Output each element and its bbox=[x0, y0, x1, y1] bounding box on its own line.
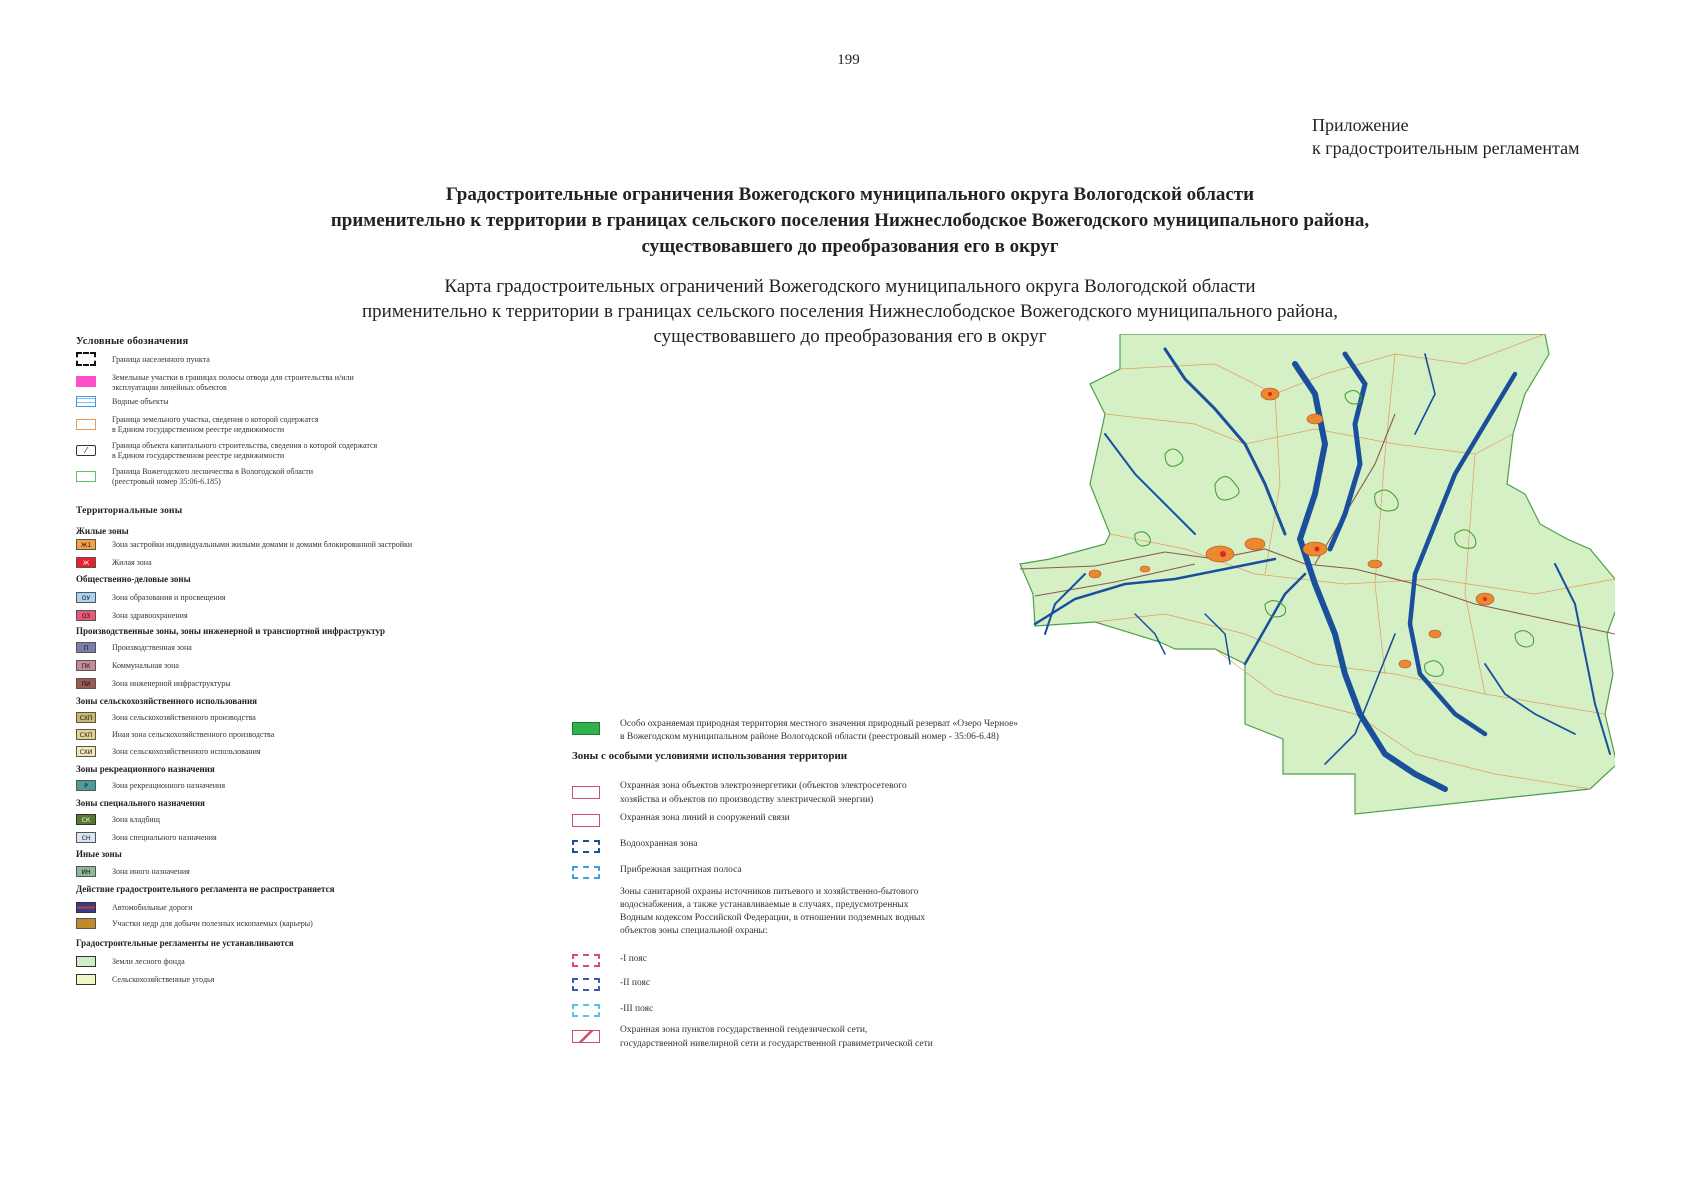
industrial-heading: Производственные зоны, зоны инженерной и транспортной инфраструктур bbox=[76, 626, 385, 636]
belt-3-swatch bbox=[572, 1004, 600, 1017]
not-applicable-heading: Действие градостроительного регламента не распространяется bbox=[76, 884, 335, 894]
appendix-note bbox=[1312, 114, 1580, 160]
quarries-swatch bbox=[76, 918, 96, 929]
residential-heading: Жилые зоны bbox=[76, 526, 129, 536]
roads-swatch bbox=[76, 902, 96, 913]
page-number: 199 bbox=[837, 52, 860, 68]
belt-1-swatch bbox=[572, 954, 600, 967]
agri-land-swatch bbox=[76, 974, 96, 985]
settlement-border-swatch bbox=[76, 352, 96, 366]
water-swatch bbox=[76, 396, 96, 407]
document-title-line-1: Градостроительные ограничения Вожегодского муниципального округа Вологодской области bbox=[445, 184, 1255, 205]
forestry-border-swatch bbox=[76, 471, 96, 482]
territorial-zones-heading: Территориальные зоны bbox=[76, 506, 183, 516]
geodetic-zone-swatch bbox=[572, 1030, 600, 1043]
other-heading: Иные зоны bbox=[76, 849, 122, 859]
communication-zone-swatch bbox=[572, 814, 600, 827]
forest-fund-swatch bbox=[76, 956, 96, 967]
appendix-line-2: к градостроительным регламентам bbox=[1312, 138, 1580, 158]
sanitary-zones-text: Зоны санитарной охраны источников питьевого и хозяйственно-бытового водоснабжения, а также устанавливаемые в случаях, предусмотренных Водным кодексом Российской Федерации, в отношении подземных водных объектов зоны специальной охраны: bbox=[620, 887, 926, 936]
water-protection-swatch bbox=[572, 840, 600, 853]
document-title-line-3: существовавшего до преобразования его в округ bbox=[641, 236, 1059, 257]
map-title-line-2: применительно к территории в границах сельского поселения Нижнеслободское Вожегодского муниципального района, bbox=[361, 301, 1338, 322]
linear-objects-swatch bbox=[76, 376, 96, 387]
coastal-strip-swatch bbox=[572, 866, 600, 879]
special-heading: Зоны специального назначения bbox=[76, 798, 205, 808]
building-swatch: ⁄ bbox=[76, 445, 96, 456]
map-title-line-1: Карта градостроительных ограничений Вожегодского муниципального округа Вологодской области bbox=[444, 276, 1256, 297]
agri-heading: Зоны сельскохозяйственного использования bbox=[76, 696, 258, 706]
district-map[interactable] bbox=[1015, 334, 1615, 844]
power-zone-swatch bbox=[572, 786, 600, 799]
map-title-line-3: существовавшего до преобразования его в округ bbox=[653, 326, 1047, 347]
protected-area-swatch bbox=[572, 722, 600, 735]
special-conditions-heading: Зоны с особыми условиями использования территории bbox=[572, 750, 848, 762]
document-title bbox=[200, 182, 1500, 260]
public-heading: Общественно-деловые зоны bbox=[76, 574, 191, 584]
appendix-line-1: Приложение bbox=[1312, 115, 1409, 135]
not-established-heading: Градостроительные регламенты не устанавливаются bbox=[76, 938, 294, 948]
belt-2-swatch bbox=[572, 978, 600, 991]
recreation-heading: Зоны рекреационного назначения bbox=[76, 764, 215, 774]
land-parcel-swatch bbox=[76, 419, 96, 430]
document-title-line-2: применительно к территории в границах сельского поселения Нижнеслободское Вожегодского муниципального района, bbox=[330, 210, 1370, 231]
legend-heading: Условные обозначения bbox=[76, 336, 189, 347]
